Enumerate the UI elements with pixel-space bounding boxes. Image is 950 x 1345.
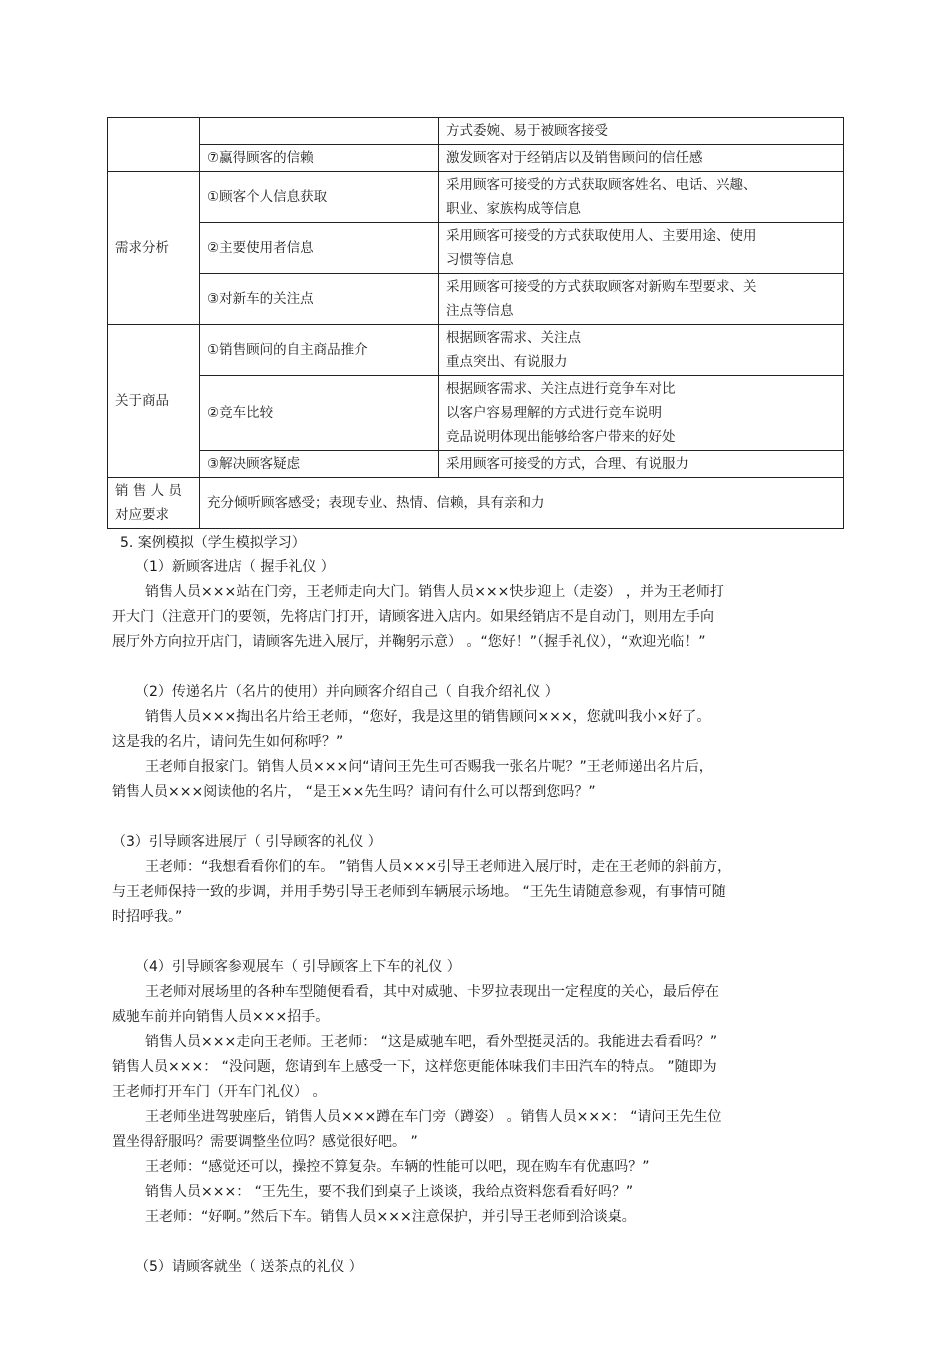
subsection-heading: （4）引导顾客参观展车（ 引导顾客上下车的礼仪 ） bbox=[135, 959, 461, 975]
table-cell bbox=[439, 325, 844, 376]
paragraph-line: 销售人员×××掏出名片给王老师，“您好，我是这里的销售顾问×××，您就叫我小×好了。 bbox=[145, 709, 711, 725]
cell-line: 根据顾客需求、关注点 bbox=[446, 330, 581, 346]
etiquette-table bbox=[107, 117, 844, 529]
paragraph-line: 开大门（注意开门的要领，先将店门打开，请顾客进入店内。如果经销店不是自动门，则用左手向 bbox=[112, 609, 714, 625]
paragraph-line: 展厅外方向拉开店门，请顾客先进入展厅，并鞠躬示意） 。“您好！”（握手礼仪），“欢迎光临！” bbox=[112, 634, 706, 650]
table-cell: 充分倾听顾客感受；表现专业、热情、信赖，具有亲和力 bbox=[200, 478, 844, 529]
section-label-needs: 需求分析 bbox=[108, 172, 200, 325]
table-row bbox=[108, 451, 844, 478]
subsection-heading: （3）引导顾客进展厅（ 引导顾客的礼仪 ） bbox=[112, 834, 382, 850]
cell-line: 对应要求 bbox=[115, 507, 169, 523]
subsection-heading: （1）新顾客进店（ 握手礼仪 ） bbox=[135, 559, 335, 575]
cell-line: 以客户容易理解的方式进行竞车说明 bbox=[446, 405, 662, 421]
paragraph-line: 置坐得舒服吗？需要调整坐位吗？感觉很好吧。 ” bbox=[112, 1134, 418, 1150]
table-cell: ②主要使用者信息 bbox=[200, 223, 439, 274]
section-label-product: 关于商品 bbox=[108, 325, 200, 478]
table-cell bbox=[439, 223, 844, 274]
paragraph-line: 王老师：“好啊。”然后下车。销售人员×××注意保护，并引导王老师到洽谈桌。 bbox=[145, 1209, 636, 1225]
paragraph-line: 王老师对展场里的各种车型随便看看，其中对威驰、卡罗拉表现出一定程度的关心，最后停在 bbox=[145, 984, 719, 1000]
table-row bbox=[108, 274, 844, 325]
paragraph-line: 与王老师保持一致的步调，并用手势引导王老师到车辆展示场地。 “王先生请随意参观，有事情可随 bbox=[112, 884, 726, 900]
table-row bbox=[108, 118, 844, 145]
paragraph-line: 销售人员×××走向王老师。王老师： “这是威驰车吧，看外型挺灵活的。我能进去看看吗？” bbox=[145, 1034, 718, 1050]
table-cell bbox=[200, 118, 439, 145]
cell-line: 职业、家族构成等信息 bbox=[446, 201, 581, 217]
table-row bbox=[108, 223, 844, 274]
paragraph-line: 销售人员×××： “王先生，要不我们到桌子上谈谈，我给点资料您看看好吗？” bbox=[145, 1184, 634, 1200]
section-heading: 5. 案例模拟（学生模拟学习） bbox=[120, 535, 306, 551]
table-row bbox=[108, 172, 844, 223]
table-cell: ③解决顾客疑虑 bbox=[200, 451, 439, 478]
paragraph-line: 王老师：“我想看看你们的车。 ”销售人员×××引导王老师进入展厅时，走在王老师的斜前方， bbox=[145, 859, 732, 875]
table-row bbox=[108, 325, 844, 376]
cell-line: 习惯等信息 bbox=[446, 252, 514, 268]
table-cell: ⑦赢得顾客的信赖 bbox=[200, 145, 439, 172]
subsection-heading: （5）请顾客就坐（ 送茶点的礼仪 ） bbox=[135, 1259, 363, 1275]
cell-line: 采用顾客可接受的方式获取顾客姓名、电话、兴趣、 bbox=[446, 177, 757, 193]
table-cell: 方式委婉、易于被顾客接受 bbox=[439, 118, 844, 145]
paragraph-line: 王老师自报家门。销售人员×××问“请问王先生可否赐我一张名片呢？”王老师递出名片后， bbox=[145, 759, 713, 775]
paragraph-line: 王老师坐进驾驶座后，销售人员×××蹲在车门旁（蹲姿） 。销售人员×××： “请问王先生位 bbox=[145, 1109, 722, 1125]
section-label-staff bbox=[108, 478, 200, 529]
cell-line: 注点等信息 bbox=[446, 303, 514, 319]
cell-line: 重点突出、有说服力 bbox=[446, 354, 568, 370]
table-cell bbox=[439, 376, 844, 451]
table-row bbox=[108, 145, 844, 172]
table-row bbox=[108, 478, 844, 529]
paragraph-line: 王老师打开车门（开车门礼仪） 。 bbox=[112, 1084, 327, 1100]
table-cell bbox=[439, 274, 844, 325]
paragraph-line: 销售人员×××站在门旁，王老师走向大门。销售人员×××快步迎上（走姿） ，并为王老师打 bbox=[145, 584, 724, 600]
table-cell bbox=[439, 172, 844, 223]
cell-line: 竞品说明体现出能够给客户带来的好处 bbox=[446, 429, 676, 445]
paragraph-line: 销售人员×××： “没问题，您请到车上感受一下，这样您更能体味我们丰田汽车的特点。 ”随即为 bbox=[112, 1059, 717, 1075]
table-row bbox=[108, 376, 844, 451]
table-cell: 激发顾客对于经销店以及销售顾问的信任感 bbox=[439, 145, 844, 172]
table-cell: ①顾客个人信息获取 bbox=[200, 172, 439, 223]
paragraph-line: 这是我的名片，请问先生如何称呼？” bbox=[112, 734, 344, 750]
table-cell: 采用顾客可接受的方式，合理、有说服力 bbox=[439, 451, 844, 478]
table-cell: ③对新车的关注点 bbox=[200, 274, 439, 325]
paragraph-line: 王老师：“感觉还可以，操控不算复杂。车辆的性能可以吧，现在购车有优惠吗？” bbox=[145, 1159, 650, 1175]
cell-line: 采用顾客可接受的方式获取顾客对新购车型要求、关 bbox=[446, 279, 757, 295]
paragraph-line: 销售人员×××阅读他的名片， “是王××先生吗？请问有什么可以帮到您吗？” bbox=[112, 784, 596, 800]
cell-line: 根据顾客需求、关注点进行竞争车对比 bbox=[446, 381, 676, 397]
paragraph-line: 时招呼我。” bbox=[112, 909, 183, 925]
paragraph-line: 威驰车前并向销售人员×××招手。 bbox=[112, 1009, 330, 1025]
table-cell: ②竞车比较 bbox=[200, 376, 439, 451]
cell-line: 采用顾客可接受的方式获取使用人、主要用途、使用 bbox=[446, 228, 757, 244]
cell-line: 销 售 人 员 bbox=[115, 483, 182, 499]
subsection-heading: （2）传递名片（名片的使用）并向顾客介绍自己（ 自我介绍礼仪 ） bbox=[135, 684, 559, 700]
table-cell: ①销售顾问的自主商品推介 bbox=[200, 325, 439, 376]
table-cell bbox=[108, 118, 200, 172]
